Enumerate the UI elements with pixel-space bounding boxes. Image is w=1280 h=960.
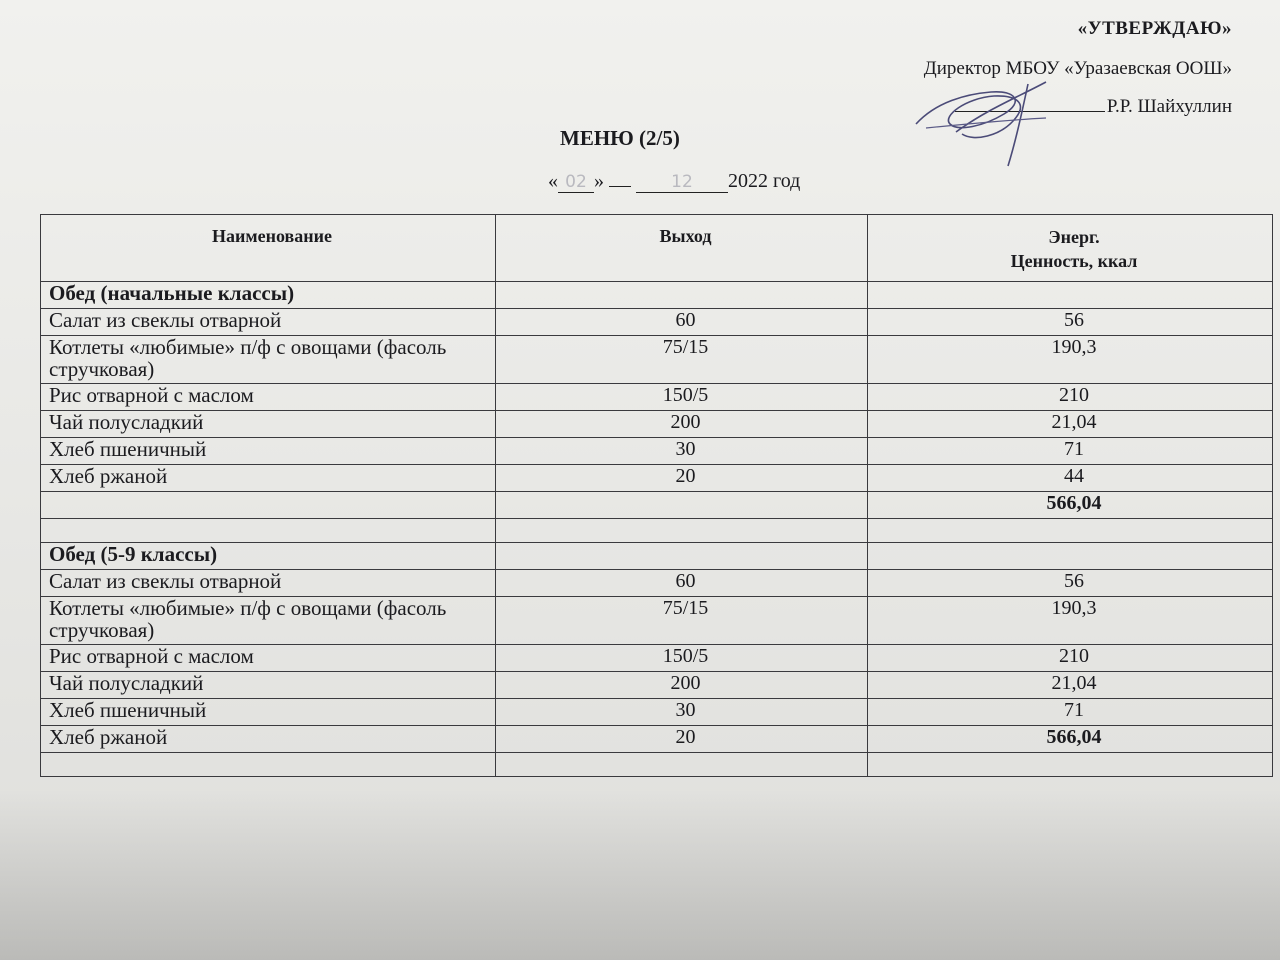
- section-row: [41, 543, 1273, 570]
- table-row: [41, 465, 1273, 492]
- table-row: [41, 726, 1273, 753]
- dish-energy: 210: [868, 645, 1273, 672]
- date-year: 2022 год: [728, 170, 801, 192]
- dish-energy: 210: [868, 384, 1273, 411]
- dish-energy: 21,04: [868, 411, 1273, 438]
- dish-name: Чай полусладкий: [41, 411, 496, 438]
- table-row: [41, 645, 1273, 672]
- approval-title: «УТВЕРЖДАЮ»: [1077, 18, 1232, 39]
- dish-energy: 44: [868, 465, 1273, 492]
- dish-energy: 71: [868, 438, 1273, 465]
- table-row: [41, 336, 1273, 384]
- dish-name: Рис отварной с маслом: [41, 384, 496, 411]
- dish-name: Хлеб ржаной: [41, 465, 496, 492]
- dish-name: Рис отварной с маслом: [41, 645, 496, 672]
- dish-output: 60: [496, 309, 868, 336]
- dish-name: Хлеб ржаной: [41, 726, 496, 753]
- dish-name: Салат из свеклы отварной: [41, 309, 496, 336]
- dish-output: 200: [496, 411, 868, 438]
- dish-output: 30: [496, 699, 868, 726]
- dish-output: 20: [496, 465, 868, 492]
- header-output: Выход: [496, 215, 868, 282]
- table-row: [41, 411, 1273, 438]
- dish-name: Хлеб пшеничный: [41, 699, 496, 726]
- section-title: Обед (5-9 классы): [41, 543, 496, 570]
- photo-shadow: [0, 790, 1280, 960]
- dish-name: Котлеты «любимые» п/ф с овощами (фасоль стручковая): [41, 597, 496, 645]
- table-header-row: [41, 215, 1273, 282]
- date-month: 12: [636, 172, 728, 193]
- header-energy: Энерг. Ценность, ккал: [868, 215, 1273, 282]
- approval-position: Директор МБОУ «Уразаевская ООШ»: [923, 58, 1232, 79]
- date-line: « 02 » 12 2022 год: [548, 170, 801, 192]
- dish-energy: 71: [868, 699, 1273, 726]
- dish-name: Чай полусладкий: [41, 672, 496, 699]
- dish-output: 75/15: [496, 336, 868, 384]
- table-row: [41, 597, 1273, 645]
- dish-output: 150/5: [496, 384, 868, 411]
- dish-energy: 56: [868, 570, 1273, 597]
- dish-output: 150/5: [496, 645, 868, 672]
- dish-output: 75/15: [496, 597, 868, 645]
- date-day: 02: [558, 172, 594, 193]
- table-row: [41, 438, 1273, 465]
- table-row: [41, 699, 1273, 726]
- menu-table: [40, 214, 1273, 777]
- table-row: [41, 570, 1273, 597]
- dish-energy: 190,3: [868, 336, 1273, 384]
- date-gap: [609, 186, 631, 187]
- spacer-row: [41, 519, 1273, 543]
- dish-output: 200: [496, 672, 868, 699]
- table-row: [41, 309, 1273, 336]
- dish-output: 60: [496, 570, 868, 597]
- section-title: Обед (начальные классы): [41, 282, 496, 309]
- dish-output: 20: [496, 726, 868, 753]
- section-total: 566,04: [868, 492, 1273, 519]
- dish-energy: 21,04: [868, 672, 1273, 699]
- document-title: МЕНЮ (2/5): [560, 126, 680, 150]
- spacer-row: [41, 753, 1273, 777]
- dish-name: Котлеты «любимые» п/ф с овощами (фасоль стручковая): [41, 336, 496, 384]
- dish-energy: 190,3: [868, 597, 1273, 645]
- total-row: [41, 492, 1273, 519]
- dish-output: 30: [496, 438, 868, 465]
- dish-name: Хлеб пшеничный: [41, 438, 496, 465]
- table-row: [41, 384, 1273, 411]
- handwritten-signature: [896, 62, 1076, 172]
- section-row: [41, 282, 1273, 309]
- dish-energy: 56: [868, 309, 1273, 336]
- table-row: [41, 672, 1273, 699]
- approval-signer: Р.Р. Шайхуллин: [1106, 96, 1232, 117]
- header-name: Наименование: [41, 215, 496, 282]
- section-total: 566,04: [868, 726, 1273, 753]
- dish-name: Салат из свеклы отварной: [41, 570, 496, 597]
